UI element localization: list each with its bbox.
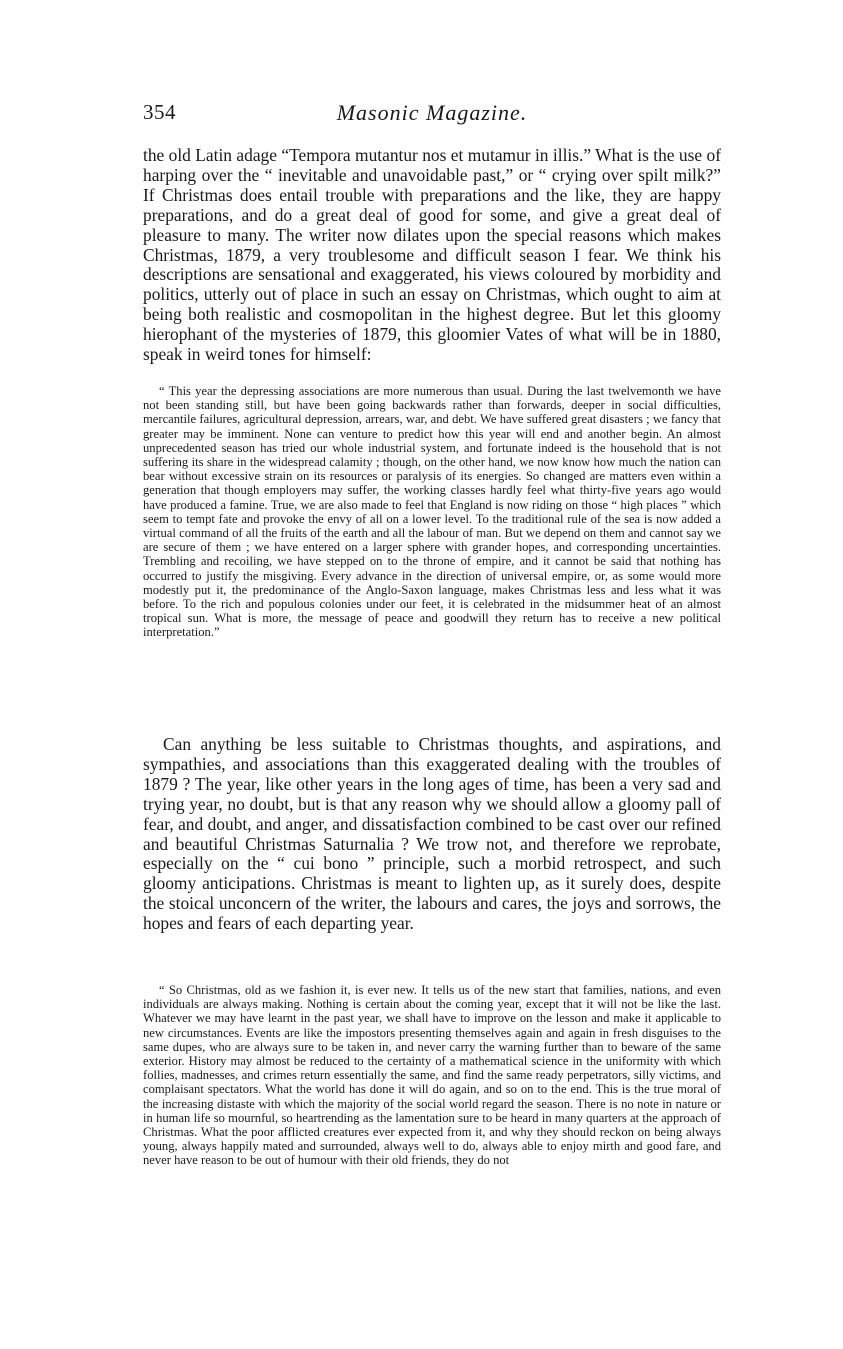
page-header xyxy=(143,100,721,128)
page-number: 354 xyxy=(143,100,176,124)
block-quote: “ This year the depressing associations are more numerous than usual. During the last twelvemonth we have not been standing still, but have been going backwards rather than forwards, deeper in social difficulties, mercantile failures, agricultural depression, arrears, war, and debt. We have suffered great disasters ; we fancy that greater may be imminent. None can venture to predict how this year will end and another begin. An almost unprecedented season has tried our whole industrial system, and fortunate indeed is the household that is not suffering its share in the widespread calamity ; though, on the other hand, we now know how much the nation can bear without excessive strain on its resources or paralysis of its energies. So changed are matters even within a generation that though employers may suffer, the working classes hardly feel what thirty-five years ago would have produced a famine. True, we are also made to feel that England is now riding on those “ high places ” which seem to tempt fate and provoke the envy of all on a lower level. To the traditional rule of the sea is now added a virtual command of all the fruits of the earth and all the labour of man. But we depend on them and cannot say we are secure of them ; we have entered on a larger sphere with grander hopes, and corresponding uncertainties. Trembling and recoiling, we have stepped on to the throne of empire, and it cannot be said that nothing has occurred to justify the misgiving. Every advance in the direction of universal empire, or, as some would more modestly put it, the predominance of the Anglo-Saxon language, makes Christmas less and less what it was before. To the rich and populous colonies under our feet, it is celebrated in the midsummer heat of an almost tropical sun. What is more, the message of peace and goodwill they return has to receive a new political interpretation.” xyxy=(143,384,721,640)
running-head: Masonic Magazine. xyxy=(336,100,528,125)
body-paragraph: the old Latin adage “Tempora mutantur nos et mutamur in illis.” What is the use of harping over the “ inevitable and unavoidable past,” or “ crying over spilt milk?” If Christmas does entail trouble with preparations and the like, they are happy preparations, and do a great deal of good for some, and give a great deal of pleasure to many. The writer now dilates upon the special reasons which makes Christmas, 1879, a very troublesome and difficult season I fear. We think his descriptions are sensational and exaggerated, his views coloured by morbidity and politics, utterly out of place in such an essay on Christmas, which ought to aim at being both realistic and cosmopolitan in the highest degree. But let this gloomy hierophant of the mysteries of 1879, this gloomier Vates of what will be in 1880, speak in weird tones for himself: xyxy=(143,145,721,365)
body-paragraph: Can anything be less suitable to Christmas thoughts, and aspirations, and sympathies, and associations than this exaggerated dealing with the troubles of 1879 ? The year, like other years in the long ages of time, has been a very sad and trying year, no doubt, but is that any reason why we should allow a gloomy pall of fear, and doubt, and anger, and dissatisfaction combined to be cast over our refined and beautiful Christmas Saturnalia ? We trow not, and therefore we reprobate, especially on the “ cui bono ” principle, such a morbid retrospect, and such gloomy anticipations. Christmas is meant to lighten up, as it surely does, despite the stoical unconcern of the writer, the labours and cares, the joys and sorrows, the hopes and fears of each departing year. xyxy=(143,734,721,934)
block-quote: “ So Christmas, old as we fashion it, is ever new. It tells us of the new start that families, nations, and even individuals are always making. Nothing is certain about the coming year, except that it will not be like the last. Whatever we may have learnt in the past year, we shall have to improve on the lesson and make it applicable to new circumstances. Events are like the impostors presenting themselves again and again in fresh disguises to the same dupes, who are always sure to be taken in, and never carry the warning further than to beware of the same exterior. History may almost be reduced to the certainty of a mathematical science in the uniformity with which follies, madnesses, and crimes return essentially the same, and find the same ready perpetrators, silly victims, and complaisant spectators. What the world has done it will do again, and so on to the end. This is the true moral of the increasing distaste with which the majority of the social world regard the season. There is no note in nature or in human life so mournful, so heartrending as the lamentation sure to be heard in many quarters at the approach of Christmas. What the poor afflicted creatures ever expected from it, and why they should reckon on being always young, always happily mated and surrounded, always well to do, always able to enjoy mirth and good fare, and never have reason to be out of humour with their old friends, they do not xyxy=(143,983,721,1168)
